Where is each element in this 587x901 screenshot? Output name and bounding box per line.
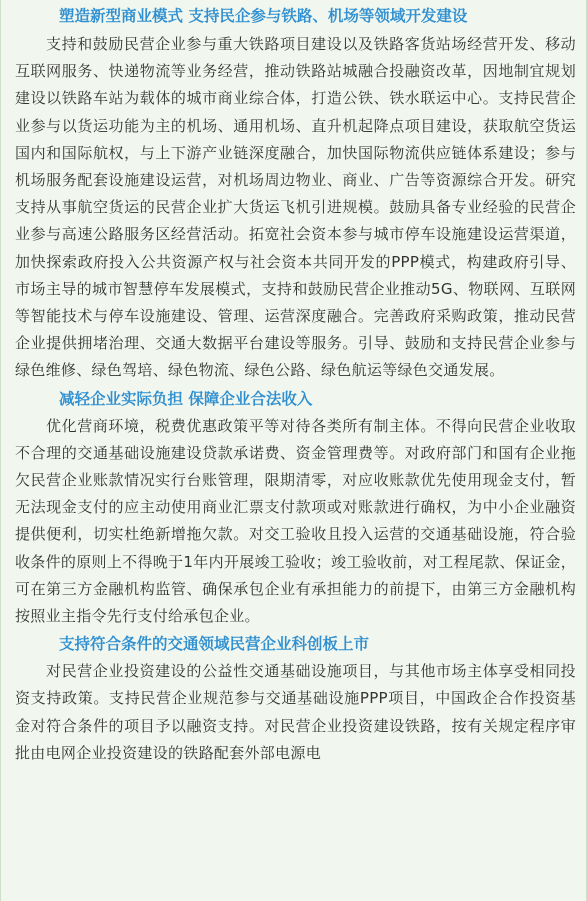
section-star-market-listing bbox=[15, 632, 576, 767]
section-heading: 支持符合条件的交通领域民营企业科创板上市 bbox=[59, 635, 370, 654]
section-commercial-models bbox=[15, 4, 576, 385]
section-heading: 减轻企业实际负担 保障企业合法收入 bbox=[59, 389, 313, 408]
section-paragraph: 优化营商环境，税费优惠政策平等对待各类所有制主体。不得向民营企业收取不合理的交通基础设施建设贷款承诺费、资金管理费等。对政府部门和国有企业拖欠民营企业账款情况实行台账管理，限期清零，对应收账款优先使用现金支付，暂无法现金支付的应主动使用商业汇票支付款项或对账款进行确权，为中小企业融资提供便利，切实杜绝新增拖欠款。对交工验收且投入运营的交通基础设施，符合验收条件的原则上不得晚于1年内开展竣工验收；竣工验收前，对工程尾款、保证金，可在第三方金融机构监管、确保承包企业有承担能力的前提下，由第三方金融机构按照业主指令先行支付给承包企业。 bbox=[15, 416, 576, 626]
section-reduce-burden bbox=[15, 387, 576, 631]
section-paragraph: 对民营企业投资建设的公益性交通基础设施项目，与其他市场主体享受相同投资支持政策。支持民营企业规范参与交通基础设施PPP项目，中国政企合作投资基金对符合条件的项目予以融资支持。对民营企业投资建设铁路，按有关规定程序审批由电网企业投资建设的铁路配套外部电源电 bbox=[15, 662, 576, 762]
section-heading: 塑造新型商业模式 支持民企参与铁路、机场等领域开发建设 bbox=[59, 7, 468, 25]
section-paragraph: 支持和鼓励民营企业参与重大铁路项目建设以及铁路客货站场经营开发、移动互联网服务、快递物流等业务经营，推动铁路站城融合投融资改革，因地制宜规划建设以铁路车站为载体的城市商业综合体，打造公铁、铁水联运中心。支持民营企业参与以货运功能为主的机场、通用机场、直升机起降点项目建设，获取航空货运国内和国际航权，与上下游产业链深度融合，加快国际物流供应链体系建设；参与机场服务配套设施建设运营，对机场周边物业、商业、广告等资源综合开发。研究支持从事航空货运的民营企业扩大货运飞机引进规模。鼓励具备专业经验的民营企业参与高速公路服务区经营活动。拓宽社会资本参与城市停车设施建设运营渠道，加快探索政府投入公共资源产权与社会资本共同开发的PPP模式，构建政府引导、市场主导的城市智慧停车发展模式，支持和鼓励民营企业推动5G、物联网、互联网等智能技术与停车设施建设、管理、运营深度融合。完善政府采购政策，推动民营企业提供拥堵治理、交通大数据平台建设等服务。引导、鼓励和支持民营企业参与绿色维修、绿色驾培、绿色物流、绿色公路、绿色航运等绿色交通发展。 bbox=[15, 35, 576, 380]
